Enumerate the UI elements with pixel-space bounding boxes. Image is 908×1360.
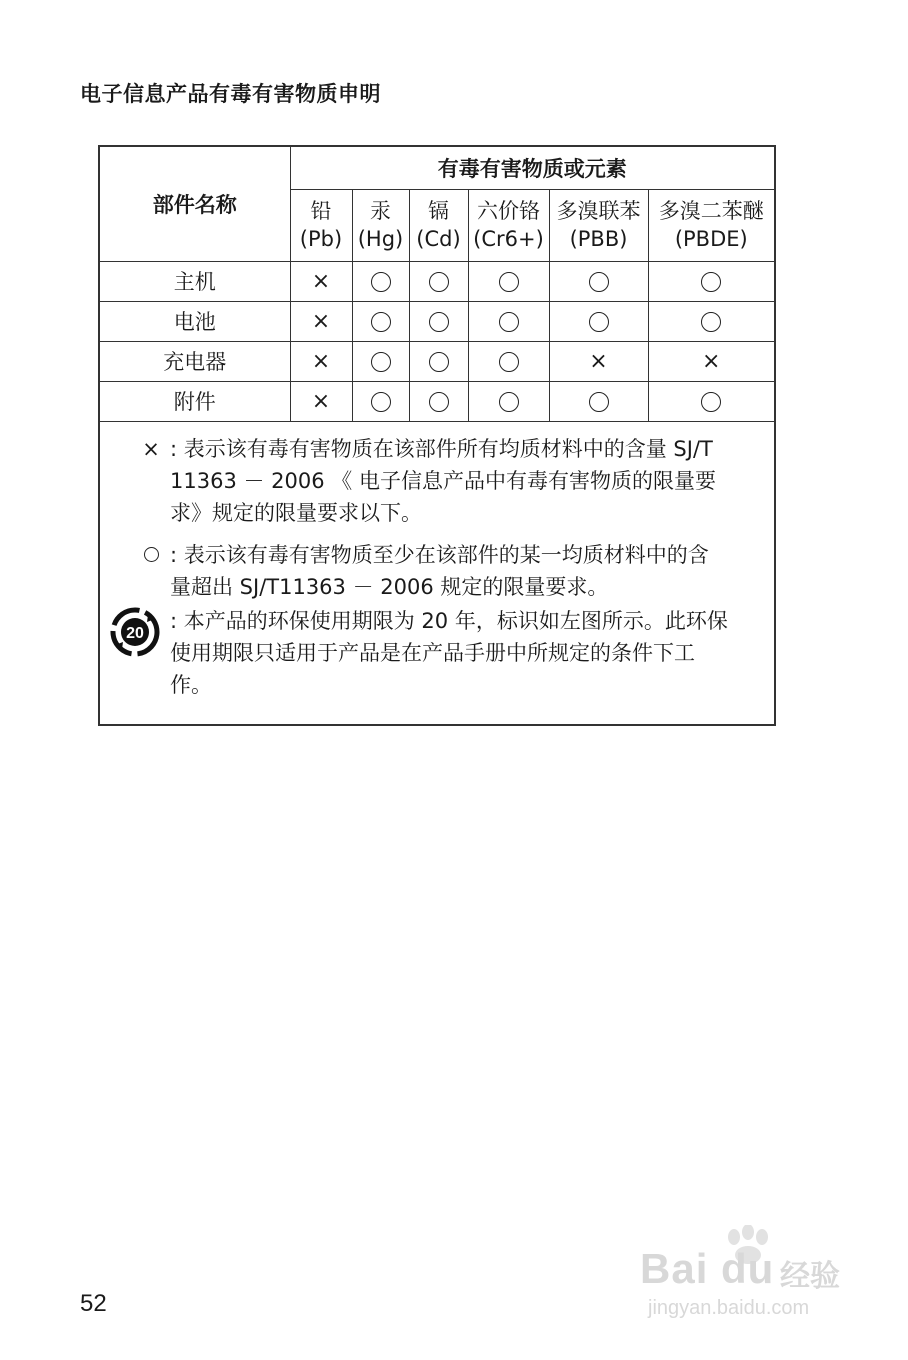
note-o-line: : 表示该有毒有害物质至少在该部件的某一均质材料中的含 — [170, 543, 709, 567]
note-epup-explanation — [100, 605, 774, 701]
epup-logo-number: 20 — [126, 625, 144, 642]
part-name-cell: 电池 — [100, 301, 290, 341]
watermark-url: jingyan.baidu.com — [648, 1297, 810, 1319]
mark-cell — [549, 301, 648, 341]
note-x-line: : 表示该有毒有害物质在该部件所有均质材料中的含量 SJ/T — [170, 437, 713, 461]
mark-cell — [352, 261, 409, 301]
column-header-pbb: 多溴联苯 (PBB) — [549, 189, 648, 261]
circle-mark-icon — [499, 312, 519, 332]
table-row — [100, 341, 774, 381]
part-name-cell: 主机 — [100, 261, 290, 301]
circle-mark-icon — [499, 352, 519, 372]
x-mark: × — [311, 388, 331, 414]
watermark-brand-cn: 经验 — [780, 1259, 840, 1294]
mark-cell — [468, 381, 549, 421]
note-x-explanation — [100, 433, 774, 529]
table-row — [100, 381, 774, 421]
mark-cell — [409, 341, 468, 381]
circle-mark-icon — [371, 272, 391, 292]
circle-mark-icon — [701, 392, 721, 412]
circle-mark-icon — [499, 272, 519, 292]
page-number: 52 — [80, 1290, 107, 1317]
circle-mark-icon — [140, 539, 162, 571]
part-name-cell: 充电器 — [100, 341, 290, 381]
table-row — [100, 261, 774, 301]
hazardous-substance-table-frame — [98, 145, 776, 726]
column-header-pbde: 多溴二苯醚 (PBDE) — [648, 189, 774, 261]
mark-cell — [290, 261, 352, 301]
x-mark: × — [311, 268, 331, 294]
baidu-jingyan-watermark — [640, 1225, 870, 1335]
note-epup-line: 作。 — [170, 673, 212, 697]
circle-mark-icon — [429, 352, 449, 372]
circle-mark-icon — [499, 392, 519, 412]
mark-cell — [648, 381, 774, 421]
mark-cell — [648, 301, 774, 341]
mark-cell — [549, 341, 648, 381]
mark-cell — [290, 301, 352, 341]
circle-mark-icon — [371, 312, 391, 332]
mark-cell — [549, 381, 648, 421]
circle-mark-icon — [429, 392, 449, 412]
note-o-explanation — [100, 539, 774, 603]
mark-cell — [409, 261, 468, 301]
mark-cell — [352, 341, 409, 381]
circle-mark-icon — [429, 312, 449, 332]
hazardous-substance-table — [100, 147, 774, 422]
note-epup-line: 使用期限只适用于产品是在产品手册中所规定的条件下工 — [170, 641, 695, 665]
mark-cell — [290, 341, 352, 381]
watermark-brand: Bai du — [640, 1245, 775, 1292]
part-name-header: 部件名称 — [100, 147, 290, 261]
mark-cell — [352, 301, 409, 341]
x-mark: × — [311, 308, 331, 334]
x-mark-symbol: × — [142, 437, 160, 461]
x-mark: × — [311, 348, 331, 374]
mark-cell — [290, 381, 352, 421]
environmental-protection-use-period-icon — [110, 607, 160, 657]
circle-mark-icon — [589, 312, 609, 332]
circle-mark-icon — [371, 352, 391, 372]
note-x-line: 求》规定的限量要求以下。 — [170, 501, 422, 525]
mark-cell — [648, 261, 774, 301]
circle-mark-icon — [701, 312, 721, 332]
mark-cell — [468, 301, 549, 341]
substance-group-header: 有毒有害物质或元素 — [290, 147, 774, 189]
circle-mark-icon — [589, 392, 609, 412]
note-x-line: 11363 － 2006 《 电子信息产品中有毒有害物质的限量要 — [170, 469, 716, 493]
note-epup-line: : 本产品的环保使用期限为 20 年，标识如左图所示。此环保 — [170, 609, 728, 633]
circle-mark-icon — [589, 272, 609, 292]
part-name-cell: 附件 — [100, 381, 290, 421]
mark-cell — [409, 301, 468, 341]
page-title: 电子信息产品有毒有害物质申明 — [80, 82, 381, 106]
circle-mark-icon — [371, 392, 391, 412]
column-header-pb: 铅 (Pb) — [290, 189, 352, 261]
circle-mark-icon — [701, 272, 721, 292]
table-row — [100, 301, 774, 341]
mark-cell — [648, 341, 774, 381]
x-mark: × — [589, 348, 608, 374]
notes-section — [100, 423, 774, 701]
mark-cell — [468, 261, 549, 301]
column-header-hg: 汞 (Hg) — [352, 189, 409, 261]
column-header-cr6: 六价铬 (Cr6+) — [468, 189, 549, 261]
column-header-cd: 镉 (Cd) — [409, 189, 468, 261]
mark-cell — [352, 381, 409, 421]
mark-cell — [468, 341, 549, 381]
mark-cell — [549, 261, 648, 301]
note-o-line: 量超出 SJ/T11363 － 2006 规定的限量要求。 — [170, 575, 609, 599]
x-mark: × — [702, 348, 721, 374]
circle-mark-icon — [429, 272, 449, 292]
mark-cell — [409, 381, 468, 421]
